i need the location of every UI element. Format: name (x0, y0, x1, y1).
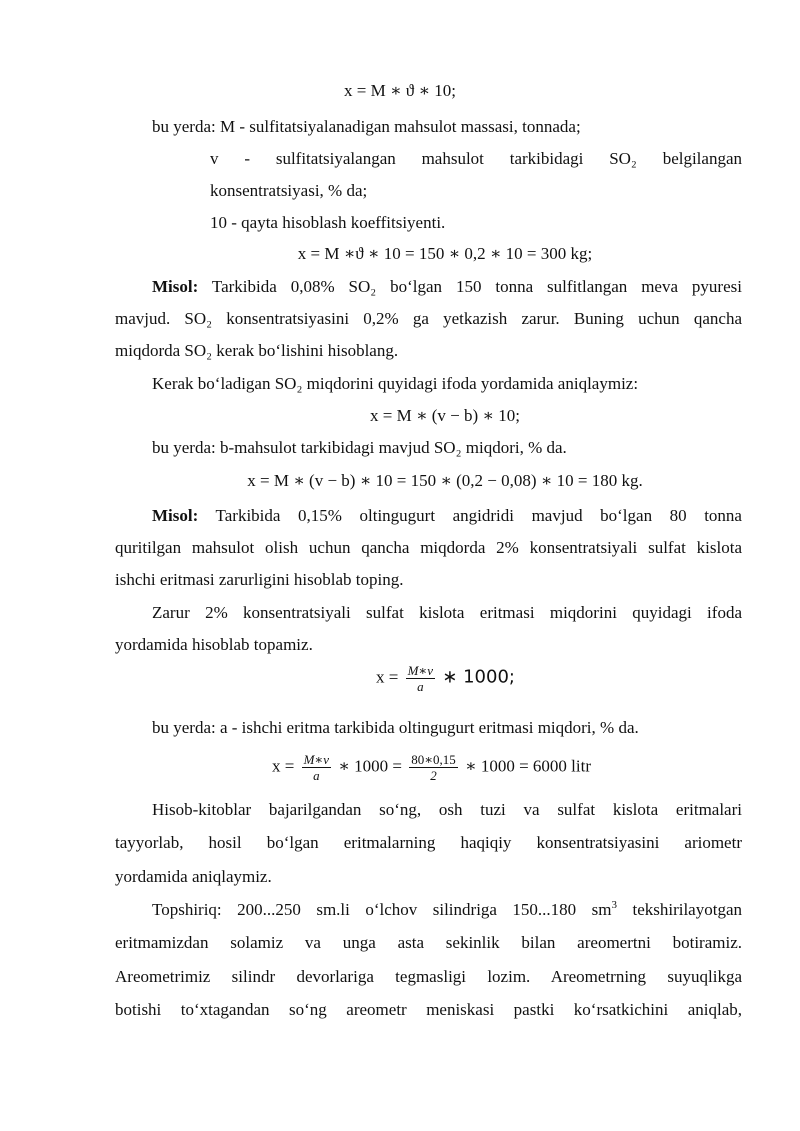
superscript-3: 3 (611, 899, 617, 911)
paragraph-4-line3: yordamida aniqlaymiz. (115, 867, 272, 886)
paragraph-4-line1: Hisob-kitoblar bajarilgandan so‘ng, osh tuzi va sulfat kislota eritmalari (152, 800, 742, 819)
example-2-line3: ishchi eritmasi zarurligini hisoblab toping. (115, 570, 404, 589)
formula-3-numerator: M∗v (407, 663, 434, 678)
paragraph-3-line2: yordamida hisoblab topamiz. (115, 635, 313, 654)
definition-v-line2: konsentratsiyasi, % da; (210, 181, 368, 200)
example-1-label: Misol: (152, 277, 199, 296)
formula-3-rhs: ∗ 1000; (442, 666, 515, 688)
formula-3-calc-rhs: ∗ 1000 = 6000 litr (465, 756, 592, 776)
example-1-text1: Tarkibida 0,08% SO₂ bo‘lgan 150 tonna sulfitlangan meva pyuresi (211, 277, 742, 296)
paragraph-5-line3: Areometrimiz silindr devorlariga tegmasligi lozim. Areometrning suyuqlikga (115, 967, 742, 986)
paragraph-5-line1-b: tekshirilayotgan (617, 900, 742, 919)
formula-2: x = M ∗ (v − b) ∗ 10; (370, 406, 520, 425)
example-1-line3: miqdorda SO₂ kerak bo‘lishini hisoblang. (115, 341, 399, 360)
formula-3-calc-denominator-1: a (313, 768, 320, 783)
example-2-text1: Tarkibida 0,15% oltingugurt angidridi mavjud bo‘lgan 80 tonna (215, 506, 742, 525)
definition-coefficient: 10 - qayta hisoblash koeffitsiyenti. (210, 213, 446, 232)
formula-3-calc-lhs: x = (272, 756, 295, 776)
formula-3-calc-fraction-1 (302, 752, 331, 783)
formula-3-calc-fraction-2 (409, 752, 458, 783)
example-2-line1 (152, 505, 742, 527)
definition-v-line1: v - sulfitatsiyalangan mahsulot tarkibidagi SO₂ belgilangan (210, 149, 742, 168)
formula-3-lhs: x = (376, 667, 399, 687)
formula-3-calc-mid: ∗ 1000 = (338, 756, 402, 776)
paragraph-5-line1 (152, 899, 742, 921)
formula-2-calculation: x = M ∗ (v − b) ∗ 10 = 150 ∗ (0,2 − 0,08) ∗ 10 = 180 kg. (247, 471, 643, 490)
formula-3-calc-numerator-1: M∗v (303, 752, 330, 767)
example-1-line1 (152, 276, 742, 298)
intro-2: Kerak bo‘ladigan SO₂ miqdorini quyidagi ifoda yordamida aniqlaymiz: (152, 374, 639, 393)
definition-a: bu yerda: a - ishchi eritma tarkibida oltingugurt eritmasi miqdori, % da. (152, 718, 639, 737)
example-2-label: Misol: (152, 506, 199, 525)
formula-3-calculation (272, 752, 591, 783)
paragraph-4-line2: tayyorlab, hosil bo‘lgan eritmalarning haqiqiy konsentratsiyasini ariometr (115, 833, 742, 852)
example-2-line2: quritilgan mahsulot olish uchun qancha miqdorda 2% konsentratsiyali sulfat kislota (115, 538, 742, 557)
formula-3 (376, 663, 515, 694)
example-1-line2: mavjud. SO₂ konsentratsiyasini 0,2% ga yetkazish zarur. Buning uchun qancha (115, 309, 742, 328)
formula-3-fraction (406, 663, 435, 694)
paragraph-5-line4: botishi to‘xtagandan so‘ng areometr meniskasi pastki ko‘rsatkichini aniqlab, (115, 1000, 742, 1019)
paragraph-3-line1: Zarur 2% konsentratsiyali sulfat kislota eritmasi miqdorini quyidagi ifoda (152, 603, 742, 622)
formula-1: x = M ∗ ϑ ∗ 10; (344, 81, 456, 100)
definition-m: bu yerda: M - sulfitatsiyalanadigan mahsulot massasi, tonnada; (152, 117, 581, 136)
paragraph-5-line1-a: Topshiriq: 200...250 sm.li o‘lchov silindriga 150...180 sm (152, 900, 612, 919)
formula-3-denominator: a (417, 679, 424, 694)
paragraph-5-line2: eritmamizdan solamiz va unga asta sekinlik bilan areomertni botiramiz. (115, 933, 742, 952)
definition-b: bu yerda: b-mahsulot tarkibidagi mavjud SO₂ miqdori, % da. (152, 438, 567, 457)
formula-1-calculation: x = M ∗ϑ ∗ 10 = 150 ∗ 0,2 ∗ 10 = 300 kg; (297, 244, 593, 263)
formula-3-calc-denominator-2: 2 (430, 768, 437, 783)
formula-3-calc-numerator-2: 80∗0,15 (411, 752, 456, 767)
